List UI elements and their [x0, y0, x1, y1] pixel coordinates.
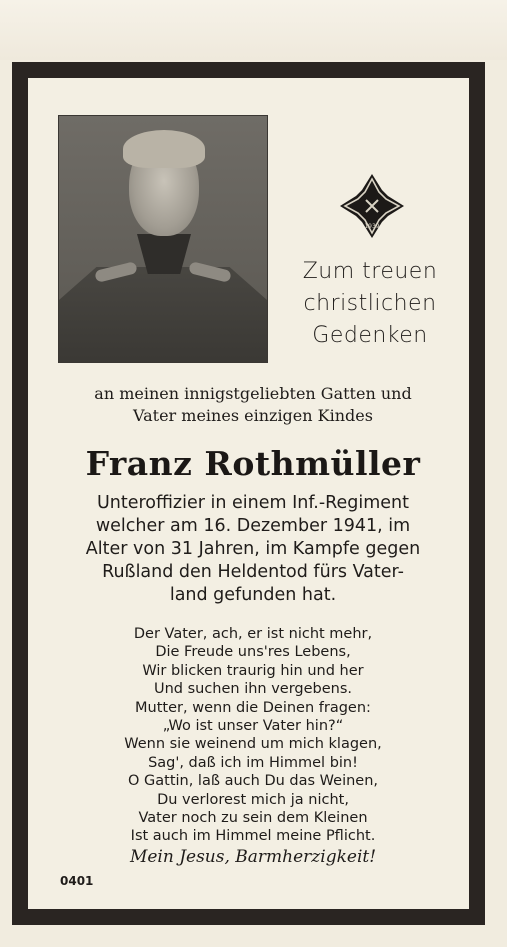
- dedication-line: Vater meines einzigen Kindes: [133, 406, 373, 425]
- poem-line: Sag', daß ich im Himmel bin!: [148, 754, 358, 771]
- poem-line: Die Freude uns'res Lebens,: [155, 644, 351, 661]
- details-line: Rußland den Heldentod fürs Vater-: [102, 562, 404, 582]
- cross-year: 1939: [364, 223, 380, 230]
- deceased-name: Franz Rothmüller: [85, 444, 421, 483]
- soldier-portrait-photo: [58, 115, 268, 363]
- dedication-text: [40, 383, 466, 427]
- card-top-edge: [0, 0, 507, 60]
- details-line: land gefunden hat.: [169, 585, 337, 605]
- heading-line: Zum treuen: [302, 259, 438, 284]
- dedication-line: an meinen innigstgeliebten Gatten und: [94, 384, 412, 403]
- poem-line: Der Vater, ach, er ist nicht mehr,: [133, 626, 373, 642]
- details-text: [40, 492, 466, 607]
- closing-prayer: Mein Jesus, Barmherzigkeit!: [129, 847, 377, 867]
- details-line: Unteroffizier in einem Inf.-Regiment: [96, 493, 410, 513]
- poem-line: Wenn sie weinend um mich klagen,: [124, 736, 382, 753]
- poem-line: Ist auch im Himmel meine Pflicht.: [130, 828, 376, 845]
- poem-line: „Wo ist unser Vater hin?“: [162, 718, 344, 735]
- details-line: welcher am 16. Dezember 1941, im: [95, 516, 411, 536]
- memorial-heading: [282, 256, 458, 352]
- poem-line: Vater noch zu sein dem Kleinen: [138, 810, 368, 827]
- poem-line: O Gattin, laß auch Du das Weinen,: [127, 773, 379, 790]
- card-number: 0401: [60, 874, 94, 888]
- poem-verse: [40, 625, 466, 846]
- portrait-hair: [123, 130, 205, 168]
- poem-line: Du verlorest mich ja nicht,: [157, 791, 349, 808]
- iron-cross-icon: [338, 172, 406, 240]
- heading-line: Gedenken: [312, 323, 428, 348]
- poem-line: Mutter, wenn die Deinen fragen:: [135, 699, 371, 716]
- heading-line: christlichen: [303, 291, 437, 316]
- poem-line: Wir blicken traurig hin und her: [142, 662, 364, 679]
- details-line: Alter von 31 Jahren, im Kampfe gegen: [85, 539, 421, 559]
- poem-line: Und suchen ihn vergebens.: [153, 681, 353, 698]
